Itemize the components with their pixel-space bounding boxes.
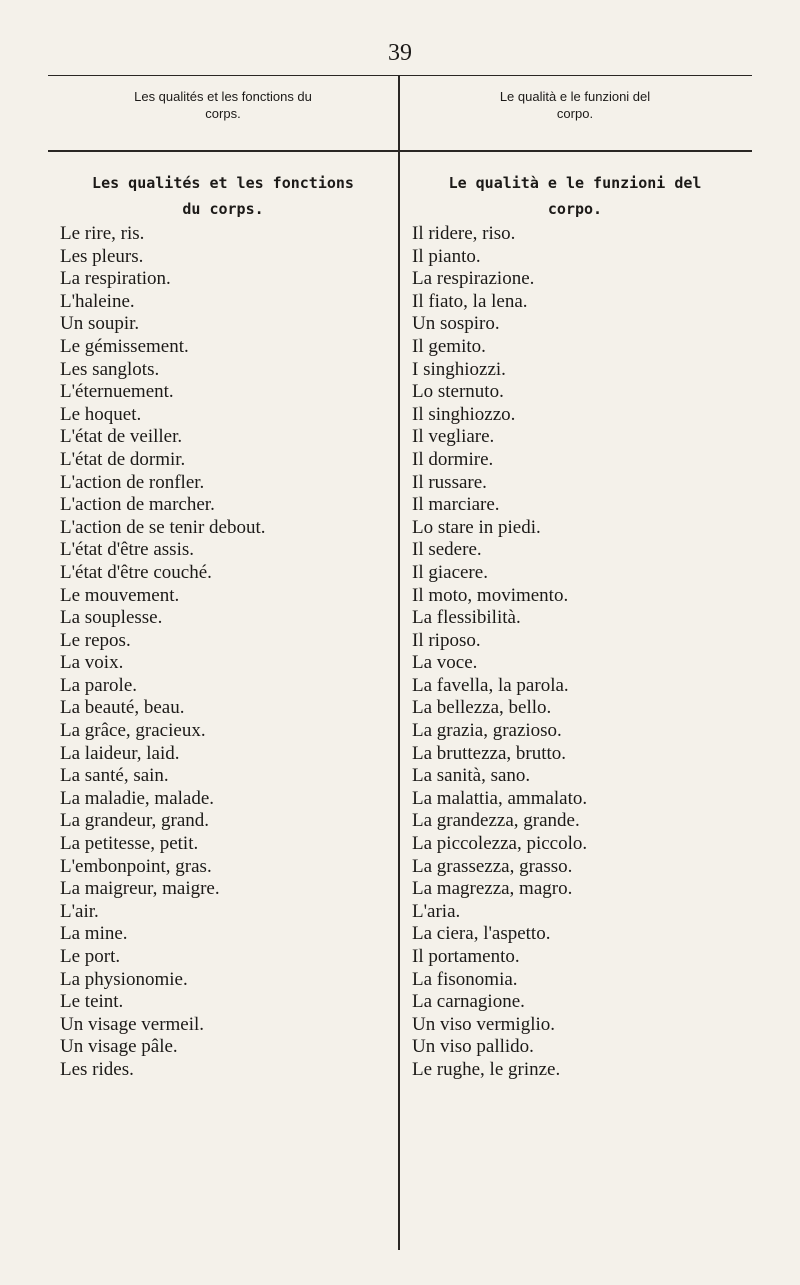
- vocabulary-row: [0, 810, 800, 833]
- section-title-line: corpo.: [547, 200, 603, 218]
- vocabulary-row: [0, 901, 800, 924]
- italian-term: Il gemito.: [412, 335, 486, 357]
- french-term: La parole.: [60, 674, 138, 696]
- italian-term: La grazia, grazioso.: [412, 720, 562, 742]
- running-header-right: [400, 88, 750, 122]
- french-term: L'éternuement.: [60, 381, 174, 403]
- french-term: La physionomie.: [60, 968, 188, 990]
- italian-term: Il pianto.: [412, 245, 481, 267]
- french-term: L'état d'être assis.: [60, 539, 194, 561]
- vocabulary-row: [0, 878, 800, 901]
- section-title-italian: [400, 170, 750, 222]
- italian-term: Il fiato, la lena.: [412, 290, 528, 312]
- running-header-left: [48, 88, 398, 122]
- italian-term: Un viso vermiglio.: [412, 1013, 556, 1035]
- vocabulary-row: [0, 246, 800, 269]
- french-term: La grâce, gracieux.: [60, 720, 206, 742]
- french-term: La maladie, malade.: [60, 787, 215, 809]
- french-term: Le hoquet.: [60, 403, 142, 425]
- section-title-line: du corps.: [182, 200, 264, 218]
- french-term: La souplesse.: [60, 607, 163, 629]
- vocabulary-row: [0, 1014, 800, 1037]
- italian-term: Le rughe, le grinze.: [412, 1058, 561, 1080]
- vocabulary-row: [0, 991, 800, 1014]
- italian-term: La magrezza, magro.: [412, 878, 573, 900]
- vocabulary-row: [0, 539, 800, 562]
- italian-term: Un viso pallido.: [412, 1036, 534, 1058]
- italian-term: Lo stare in piedi.: [412, 516, 541, 538]
- italian-term: Lo sternuto.: [412, 381, 504, 403]
- french-term: La beauté, beau.: [60, 697, 185, 719]
- italian-term: La sanità, sano.: [412, 765, 531, 787]
- vocabulary-row: [0, 268, 800, 291]
- vocabulary-row: [0, 336, 800, 359]
- french-term: L'action de se tenir debout.: [60, 516, 266, 538]
- vocabulary-row: [0, 946, 800, 969]
- page-number: 39: [388, 40, 412, 66]
- vocabulary-row: [0, 630, 800, 653]
- italian-term: Il marciare.: [412, 494, 500, 516]
- italian-term: La voce.: [412, 652, 478, 674]
- vocabulary-row: [0, 788, 800, 811]
- french-term: Un soupir.: [60, 313, 140, 335]
- french-term: Le repos.: [60, 629, 131, 651]
- vocabulary-row: [0, 923, 800, 946]
- french-term: La respiration.: [60, 268, 171, 290]
- french-term: L'haleine.: [60, 290, 135, 312]
- italian-term: La piccolezza, piccolo.: [412, 833, 588, 855]
- vocabulary-row: [0, 585, 800, 608]
- french-term: La petitesse, petit.: [60, 833, 199, 855]
- italian-term: La bruttezza, brutto.: [412, 742, 567, 764]
- french-term: La mine.: [60, 923, 128, 945]
- vocabulary-row: [0, 720, 800, 743]
- vocabulary-row: [0, 1059, 800, 1082]
- vocabulary-row: [0, 494, 800, 517]
- french-term: Le mouvement.: [60, 584, 180, 606]
- italian-term: La fisonomia.: [412, 968, 518, 990]
- vocabulary-row: [0, 607, 800, 630]
- french-term: Le port.: [60, 946, 121, 967]
- french-term: Les pleurs.: [60, 245, 144, 267]
- french-term: Un visage pâle.: [60, 1036, 178, 1058]
- italian-term: L'aria.: [412, 900, 461, 922]
- italian-term: Il riposo.: [412, 629, 481, 651]
- section-title-french: [48, 170, 398, 222]
- french-term: La santé, sain.: [60, 765, 169, 787]
- italian-term: I singhiozzi.: [412, 358, 506, 380]
- french-term: Le rire, ris.: [60, 223, 145, 244]
- italian-term: Il vegliare.: [412, 426, 495, 448]
- vocabulary-row: [0, 652, 800, 675]
- running-header-right-line: corpo.: [556, 106, 594, 121]
- vocabulary-row: [0, 404, 800, 427]
- french-term: Les rides.: [60, 1058, 134, 1080]
- french-term: La maigreur, maigre.: [60, 878, 220, 900]
- french-term: L'état de dormir.: [60, 448, 186, 470]
- italian-term: Il portamento.: [412, 946, 520, 967]
- french-term: Le teint.: [60, 991, 124, 1013]
- vocabulary-row: [0, 833, 800, 856]
- vocabulary-row: [0, 472, 800, 495]
- section-title-line: Les qualités et les fonctions: [92, 174, 354, 192]
- italian-term: La ciera, l'aspetto.: [412, 923, 551, 945]
- french-term: L'embonpoint, gras.: [60, 855, 212, 877]
- vocabulary-row: [0, 517, 800, 540]
- italian-term: Un sospiro.: [412, 313, 500, 335]
- italian-term: La respirazione.: [412, 268, 535, 290]
- italian-term: Il singhiozzo.: [412, 403, 516, 425]
- french-term: Un visage vermeil.: [60, 1013, 205, 1035]
- italian-term: Il sedere.: [412, 539, 482, 561]
- french-term: La grandeur, grand.: [60, 810, 210, 832]
- french-term: Les sanglots.: [60, 358, 160, 380]
- vocabulary-row: [0, 697, 800, 720]
- italian-term: La favella, la parola.: [412, 674, 569, 696]
- header-rule: [48, 150, 752, 152]
- vocabulary-row: [0, 291, 800, 314]
- vocabulary-row: [0, 381, 800, 404]
- top-rule: [48, 75, 752, 76]
- running-header-right-line: Le qualità e le funzioni del: [499, 89, 651, 104]
- vocabulary-row: [0, 969, 800, 992]
- vocabulary-row: [0, 426, 800, 449]
- italian-term: Il russare.: [412, 471, 487, 493]
- vocabulary-row: [0, 562, 800, 585]
- running-header-left-line: corps.: [205, 106, 241, 121]
- french-term: L'action de ronfler.: [60, 471, 205, 493]
- french-term: L'air.: [60, 900, 99, 922]
- french-term: L'état d'être couché.: [60, 561, 212, 583]
- vocabulary-row: [0, 743, 800, 766]
- french-term: L'état de veiller.: [60, 426, 183, 448]
- vocabulary-row: [0, 223, 800, 246]
- vocabulary-list: [0, 223, 800, 1082]
- vocabulary-row: [0, 359, 800, 382]
- vocabulary-row: [0, 765, 800, 788]
- italian-term: Il ridere, riso.: [412, 223, 516, 244]
- section-title-line: Le qualità e le funzioni del: [448, 174, 702, 192]
- running-header-left-line: Les qualités et les fonctions du: [134, 89, 312, 104]
- italian-term: Il giacere.: [412, 561, 488, 583]
- french-term: L'action de marcher.: [60, 494, 215, 516]
- italian-term: La flessibilità.: [412, 607, 521, 629]
- italian-term: La bellezza, bello.: [412, 697, 552, 719]
- vocabulary-row: [0, 313, 800, 336]
- vocabulary-row: [0, 1036, 800, 1059]
- italian-term: La carnagione.: [412, 991, 525, 1013]
- vocabulary-row: [0, 675, 800, 698]
- italian-term: La grandezza, grande.: [412, 810, 580, 832]
- vocabulary-row: [0, 449, 800, 472]
- italian-term: La malattia, ammalato.: [412, 787, 588, 809]
- italian-term: Il dormire.: [412, 448, 494, 470]
- french-term: La laideur, laid.: [60, 742, 180, 764]
- french-term: Le gémissement.: [60, 335, 189, 357]
- italian-term: Il moto, movimento.: [412, 584, 569, 606]
- french-term: La voix.: [60, 652, 124, 674]
- italian-term: La grassezza, grasso.: [412, 855, 573, 877]
- vocabulary-row: [0, 856, 800, 879]
